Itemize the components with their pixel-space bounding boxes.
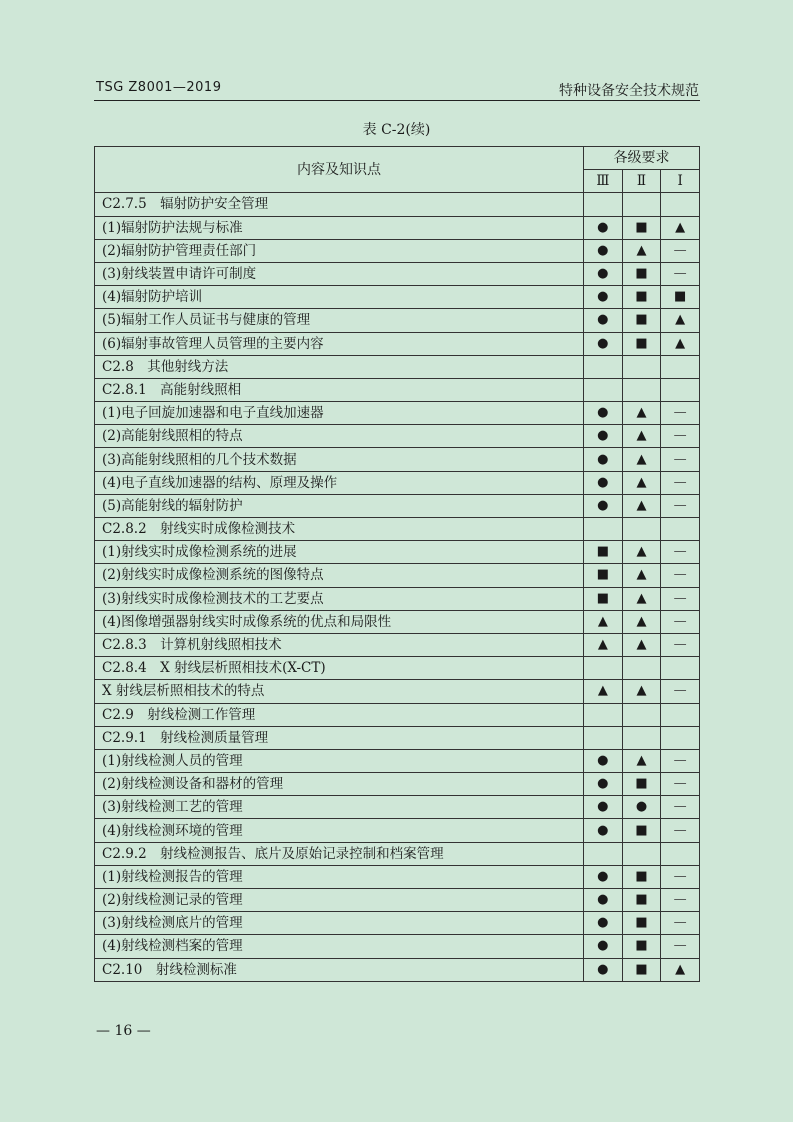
- level-mark: —: [661, 796, 700, 819]
- table-row: [95, 796, 700, 819]
- page-number: — 16 —: [96, 1023, 151, 1039]
- level-mark: ●: [584, 796, 623, 819]
- row-content: C2.8 其他射线方法: [95, 355, 584, 378]
- row-content: C2.8.1 高能射线照相: [95, 378, 584, 401]
- level-mark: ●: [584, 471, 623, 494]
- level-mark: —: [661, 889, 700, 912]
- level-mark: —: [661, 494, 700, 517]
- level-mark: ■: [584, 541, 623, 564]
- table-row: [95, 239, 700, 262]
- table-row: [95, 889, 700, 912]
- level-mark: ■: [622, 773, 661, 796]
- level-mark: ▲: [622, 425, 661, 448]
- level-mark: [661, 842, 700, 865]
- level-mark: ▲: [622, 680, 661, 703]
- table-row: [95, 378, 700, 401]
- level-mark: [661, 355, 700, 378]
- table-row: [95, 633, 700, 656]
- level-mark: ●: [584, 889, 623, 912]
- header-title: 特种设备安全技术规范: [559, 83, 699, 99]
- level-mark: —: [661, 773, 700, 796]
- level-mark: ▲: [622, 471, 661, 494]
- level-mark: —: [661, 633, 700, 656]
- row-content: (1)辐射防护法规与标准: [95, 216, 584, 239]
- level-mark: ▲: [584, 633, 623, 656]
- level-mark: —: [661, 819, 700, 842]
- row-content: C2.9.2 射线检测报告、底片及原始记录控制和档案管理: [95, 842, 584, 865]
- row-content: C2.8.3 计算机射线照相技术: [95, 633, 584, 656]
- level-mark: ●: [584, 425, 623, 448]
- table-row: [95, 309, 700, 332]
- level-mark: ■: [622, 935, 661, 958]
- table-row: [95, 587, 700, 610]
- row-content: C2.10 射线检测标准: [95, 958, 584, 981]
- level-mark: —: [661, 680, 700, 703]
- level-mark: ●: [584, 958, 623, 981]
- level-mark: ▲: [622, 541, 661, 564]
- row-content: (3)高能射线照相的几个技术数据: [95, 448, 584, 471]
- level-label-1: Ⅰ: [661, 170, 700, 193]
- table-row: [95, 471, 700, 494]
- row-content: C2.9.1 射线检测质量管理: [95, 726, 584, 749]
- level-mark: ■: [622, 889, 661, 912]
- level-mark: —: [661, 402, 700, 425]
- level-mark: ■: [622, 819, 661, 842]
- level-mark: —: [661, 912, 700, 935]
- level-mark: ▲: [622, 587, 661, 610]
- row-content: (3)射线检测工艺的管理: [95, 796, 584, 819]
- level-mark: —: [661, 471, 700, 494]
- level-mark: ●: [584, 494, 623, 517]
- table-row: [95, 726, 700, 749]
- level-mark: —: [661, 564, 700, 587]
- level-mark: [584, 657, 623, 680]
- level-mark: —: [661, 262, 700, 285]
- level-mark: —: [661, 448, 700, 471]
- level-mark: ■: [584, 587, 623, 610]
- level-mark: [584, 355, 623, 378]
- level-mark: [661, 657, 700, 680]
- row-content: (4)电子直线加速器的结构、原理及操作: [95, 471, 584, 494]
- level-mark: [661, 703, 700, 726]
- table-row: [95, 935, 700, 958]
- level-mark: [584, 842, 623, 865]
- level-mark: ■: [622, 958, 661, 981]
- level-mark: —: [661, 239, 700, 262]
- level-mark: ▲: [661, 216, 700, 239]
- level-mark: [584, 703, 623, 726]
- level-mark: ■: [622, 216, 661, 239]
- table-header-row: [95, 147, 700, 170]
- row-content: (4)射线检测环境的管理: [95, 819, 584, 842]
- level-mark: [584, 193, 623, 216]
- level-mark: ▲: [584, 610, 623, 633]
- level-mark: ●: [584, 332, 623, 355]
- row-content: C2.9 射线检测工作管理: [95, 703, 584, 726]
- row-content: (5)高能射线的辐射防护: [95, 494, 584, 517]
- table-row: [95, 865, 700, 888]
- level-mark: [584, 518, 623, 541]
- level-mark: [661, 378, 700, 401]
- row-content: (6)辐射事故管理人员管理的主要内容: [95, 332, 584, 355]
- row-content: (4)辐射防护培训: [95, 286, 584, 309]
- table-row: [95, 912, 700, 935]
- level-label-2: Ⅱ: [622, 170, 661, 193]
- level-mark: —: [661, 610, 700, 633]
- level-mark: [622, 726, 661, 749]
- level-mark: —: [661, 865, 700, 888]
- level-mark: ●: [584, 773, 623, 796]
- level-mark: [661, 726, 700, 749]
- row-content: (2)辐射防护管理责任部门: [95, 239, 584, 262]
- level-mark: ●: [584, 912, 623, 935]
- level-mark: [584, 726, 623, 749]
- level-mark: ▲: [622, 610, 661, 633]
- level-mark: [661, 518, 700, 541]
- row-content: (3)射线检测底片的管理: [95, 912, 584, 935]
- table-row: [95, 680, 700, 703]
- level-mark: ■: [622, 286, 661, 309]
- level-mark: ■: [661, 286, 700, 309]
- table-row: [95, 842, 700, 865]
- level-mark: ●: [584, 216, 623, 239]
- row-content: (2)射线检测设备和器材的管理: [95, 773, 584, 796]
- level-mark: ●: [584, 749, 623, 772]
- table-row: [95, 286, 700, 309]
- level-mark: ●: [584, 935, 623, 958]
- level-mark: ●: [622, 796, 661, 819]
- level-mark: [622, 703, 661, 726]
- level-mark: ▲: [584, 680, 623, 703]
- table-row: [95, 262, 700, 285]
- level-mark: ▲: [622, 239, 661, 262]
- level-mark: [622, 518, 661, 541]
- level-mark: —: [661, 587, 700, 610]
- table-row: [95, 610, 700, 633]
- level-mark: [661, 193, 700, 216]
- level-mark: ■: [622, 309, 661, 332]
- level-mark: [622, 842, 661, 865]
- table-body: [95, 193, 700, 981]
- row-content: C2.8.4 X 射线层析照相技术(X-CT): [95, 657, 584, 680]
- level-mark: —: [661, 541, 700, 564]
- table-row: [95, 216, 700, 239]
- table-row: [95, 958, 700, 981]
- row-content: (3)射线装置申请许可制度: [95, 262, 584, 285]
- level-mark: [622, 193, 661, 216]
- table-row: [95, 518, 700, 541]
- level-mark: [622, 355, 661, 378]
- row-content: (1)射线检测人员的管理: [95, 749, 584, 772]
- level-mark: [622, 378, 661, 401]
- table-row: [95, 402, 700, 425]
- row-content: (3)射线实时成像检测技术的工艺要点: [95, 587, 584, 610]
- level-mark: —: [661, 749, 700, 772]
- table-row: [95, 332, 700, 355]
- levels-header: 各级要求: [584, 147, 700, 170]
- level-mark: [584, 378, 623, 401]
- level-mark: ▲: [622, 494, 661, 517]
- row-content: (2)射线检测记录的管理: [95, 889, 584, 912]
- level-mark: ●: [584, 819, 623, 842]
- table-row: [95, 193, 700, 216]
- level-mark: ▲: [622, 564, 661, 587]
- row-content: (1)射线实时成像检测系统的进展: [95, 541, 584, 564]
- level-mark: [622, 657, 661, 680]
- table-row: [95, 355, 700, 378]
- level-mark: ▲: [622, 633, 661, 656]
- row-content: (1)电子回旋加速器和电子直线加速器: [95, 402, 584, 425]
- table-row: [95, 425, 700, 448]
- level-mark: ■: [622, 332, 661, 355]
- table-row: [95, 564, 700, 587]
- row-content: C2.8.2 射线实时成像检测技术: [95, 518, 584, 541]
- level-label-3: Ⅲ: [584, 170, 623, 193]
- level-mark: ●: [584, 262, 623, 285]
- level-mark: ■: [622, 912, 661, 935]
- table-row: [95, 657, 700, 680]
- level-mark: ●: [584, 286, 623, 309]
- table-row: [95, 749, 700, 772]
- level-mark: ▲: [661, 332, 700, 355]
- table-row: [95, 773, 700, 796]
- level-mark: ▲: [622, 448, 661, 471]
- content-header: 内容及知识点: [95, 147, 584, 193]
- row-content: (4)图像增强器射线实时成像系统的优点和局限性: [95, 610, 584, 633]
- row-content: (5)辐射工作人员证书与健康的管理: [95, 309, 584, 332]
- header-code: TSG Z8001—2019: [96, 80, 222, 95]
- level-mark: ●: [584, 309, 623, 332]
- row-content: (1)射线检测报告的管理: [95, 865, 584, 888]
- level-mark: ■: [584, 564, 623, 587]
- row-content: C2.7.5 辐射防护安全管理: [95, 193, 584, 216]
- level-mark: —: [661, 425, 700, 448]
- table-row: [95, 703, 700, 726]
- table-row: [95, 819, 700, 842]
- row-content: (4)射线检测档案的管理: [95, 935, 584, 958]
- level-mark: ▲: [622, 749, 661, 772]
- row-content: (2)射线实时成像检测系统的图像特点: [95, 564, 584, 587]
- level-mark: ■: [622, 262, 661, 285]
- level-mark: ●: [584, 402, 623, 425]
- table-row: [95, 448, 700, 471]
- level-mark: —: [661, 935, 700, 958]
- row-content: (2)高能射线照相的特点: [95, 425, 584, 448]
- level-mark: ▲: [622, 402, 661, 425]
- table-row: [95, 494, 700, 517]
- level-mark: ●: [584, 448, 623, 471]
- level-mark: ▲: [661, 309, 700, 332]
- level-mark: ●: [584, 239, 623, 262]
- header-rule: [94, 100, 700, 101]
- level-mark: ■: [622, 865, 661, 888]
- requirements-table: [94, 146, 700, 982]
- table-row: [95, 541, 700, 564]
- level-mark: ●: [584, 865, 623, 888]
- table-title: 表 C-2(续): [362, 122, 431, 138]
- level-mark: ▲: [661, 958, 700, 981]
- row-content: X 射线层析照相技术的特点: [95, 680, 584, 703]
